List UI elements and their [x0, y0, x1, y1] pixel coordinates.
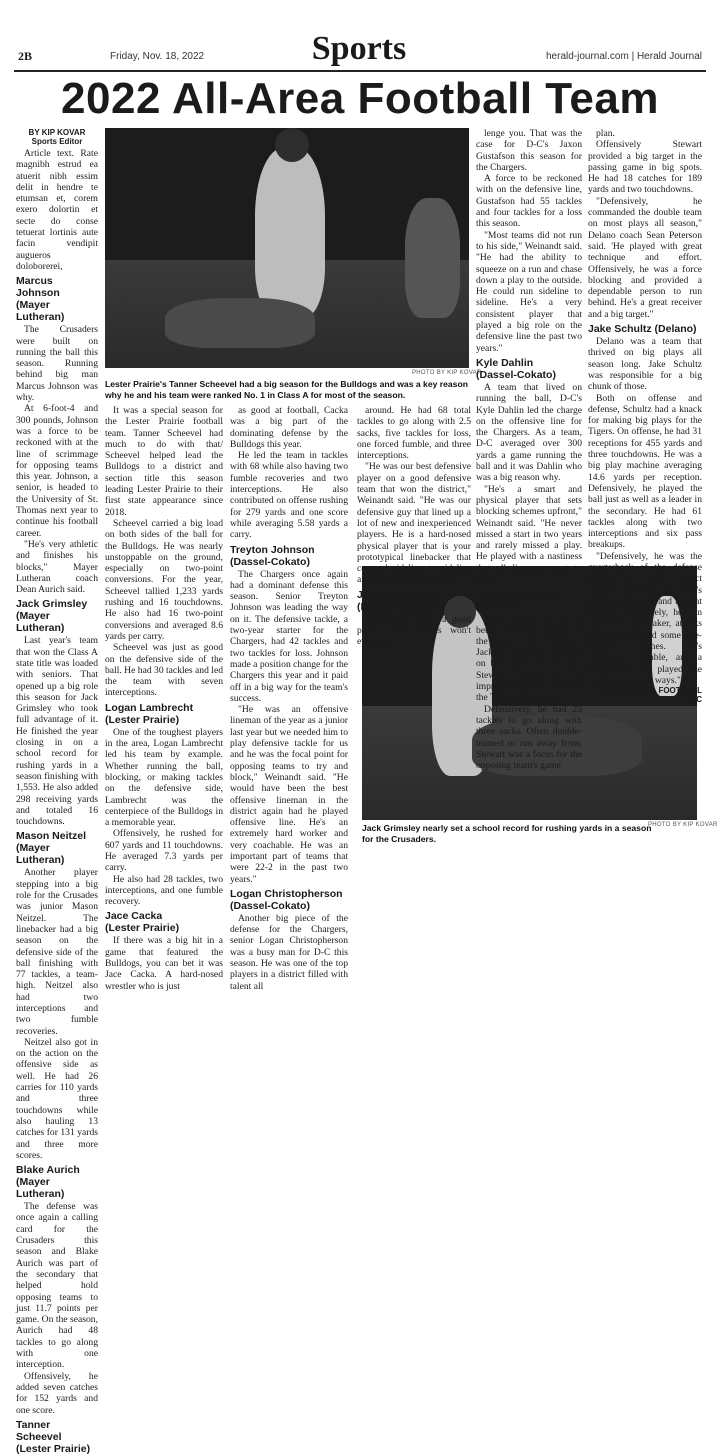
player-heading: Tanner Scheevel (Lester Prairie)	[16, 1418, 91, 1455]
article-paragraph: Another big piece of the defense for the Chargers, senior Logan Christopherson was a busy man for D-C this season. He was one of the top players in a district filled with talent all	[230, 912, 348, 992]
article-paragraph: At 6-foot-4 and 300 pounds, Johnson was a force to be reckoned with at the line of scrimmage for opposing teams this year. Johnson, a senior, is headed to the University of St. Thomas next year to continue his football career.	[16, 403, 98, 539]
article-paragraph: Scheevel carried a big load on both sides of the ball for the Bulldogs. He was nearly unstoppable on the ground, especially on two-point conversions. For the year, Scheevel tallied 1,233 yards rushing and 16 touchdowns. He also had 16 two-point conversions and averaged 8.6 yards per carry.	[105, 517, 223, 642]
bottom-photo-caption: Jack Grimsley nearly set a school record for rushing yards in a season for the Crusaders.	[362, 823, 652, 844]
article-paragraph: Defensively, he had 23 tackles to go along with three sacks. Often double-teamed or run away from, Stewart was a focus for the opposing team's game	[476, 703, 582, 772]
article-paragraph: Both on offense and defense, Schultz had a knack for making big plays for the Tigers. On offense, he had 31 receptions for 455 yards and three touchdowns. He was a big play machine averaging 14.6 yards per reception. Defensively, he played the ball just as well as a leader in the secondary. He had 61 tackles along with two interceptions and six pass breakups.	[588, 392, 702, 551]
article-paragraph: There might not be a better two-way player in the area than Delano's Jackson Stewart. A force on both sides of the ball, Stewart turned in an impressive senior year for the Tigers this season.	[476, 613, 582, 704]
article-paragraph: The defense was once again a calling card for the Crusaders this season and Blake Aurich was part of the secondary that helped hold opposing teams to just 11.7 points per game. On the season, Aurich had 48 tackles to go along with one interception.	[16, 1201, 98, 1371]
masthead	[14, 30, 704, 70]
article-paragraph: "He was an offensive lineman of the year as a junior last year but we needed him to play defensive tackle for us and he was the focal point for opposing teams to try and block," Weinandt said. "He would have been the best offensive lineman in the district again had he played offensive line. He's an extremely hard worker and very coachable. He was an important part of teams that were 22-2 in the past two years."	[230, 704, 348, 885]
top-photo	[105, 128, 469, 368]
article-paragraph: "Most teams did not run to his side," Weinandt said. "He had the ability to squeeze on a run and chase down a play to the outside. He could run sideline to sideline. He's a very consistent player that played a big role on the defensive line the past two years."	[476, 229, 582, 354]
column-6	[588, 128, 702, 704]
player-heading: Logan Christopherson (Dassel-Cokato)	[230, 887, 343, 912]
article-paragraph: The Chargers once again had a dominant defense this season. Senior Treyton Johnson was leading the way on it. The defensive tackle, a two-year starter for the Chargers, had 42 tackles and two tackles for loss. Johnson made a position change for the Chargers this year and it paid off in a big way for the team's success.	[230, 568, 349, 704]
player-heading: Jaxon Gustafson (Dassel-Cokato)	[357, 588, 443, 613]
article-paragraph: One of the toughest players in the area, Logan Lambrecht led his team by example. Whether running the ball, blocking, or making tackles on the defensive side, Lambrecht was the centerpiece of the Bulldogs in a memorable year.	[105, 726, 223, 829]
player-heading: Jack Grimsley (Mayer Lutheran)	[16, 598, 88, 635]
article-paragraph: "He's a smart and physical player that sets blocking schemes upfront," Weinandt said. "He never missed a start in two years and rarely missed a play. He played with a nastiness that all linemen want to have."	[476, 483, 582, 585]
page-number: 2B	[18, 49, 33, 63]
article-paragraph: "He's very athletic and finishes his blocks," Mayer Lutheran coach Dean Aurich said.	[16, 538, 98, 596]
section-title: Sports	[311, 30, 407, 67]
column-1	[16, 128, 98, 1456]
article-paragraph: around. He had 68 total tackles to go along with 2.5 sacks, five tackles for loss, one forced fumble, and three interceptions.	[357, 405, 471, 462]
article-paragraph: "Defensively, he was the quarterback of the defense getting us into correct checks," Petersen said. "He's highly intelligent and a great tackler. Offensively, he's an explosive playmaker, attacks the ball, and had some one-handed catches. He's consistent, reliable, and a competitor. He played the entire game both ways."	[588, 550, 702, 686]
article-paragraph: The Crusaders were built on running the ball this season. Running behind big man Marcus Johnson was why.	[16, 324, 98, 404]
headline: 2022 All-Area Football Team	[61, 74, 659, 123]
player-heading: Treyton Johnson (Dassel-Cokato)	[230, 543, 315, 568]
column-4	[357, 405, 471, 648]
article-paragraph: Scheevel was just as good on the defensive side of the ball. He had 30 tackles and led the team with seven interceptions.	[105, 642, 224, 699]
article-paragraph: Another player stepping into a big role for the Crusades was junior Mason Neitzel. The linebacker had a big season on the defensive side of the ball finishing with 77 tackles, a team-high. Neitzel also had two interceptions and two fumble recoveries.	[16, 867, 98, 1037]
article-paragraph: You know you're a good player when teams won't even chal-	[357, 613, 471, 648]
article-paragraph: He led the team in tackles with 68 while also having two fumble recoveries and two interceptions. He also contributed on offense rushing for 279 yards and one score while averaging 5.58 yards a carry.	[230, 450, 348, 541]
column-3	[230, 405, 348, 992]
column-5	[476, 128, 582, 771]
article-paragraph: Offensively, he added seven catches for 152 yards and one score.	[16, 1370, 98, 1416]
article-paragraph: A team that lived on running the ball, D-C's Kyle Dahlin led the charge on the offensive line for the Chargers. As a team, D-C averaged over 300 yards a game running the ball and it was Dahlin who was a big reason why.	[476, 381, 582, 484]
jump-line: see ALL-AREA FOOTBALL 3C	[600, 686, 702, 705]
player-heading: Kyle Dahlin (Dassel-Cokato)	[476, 356, 556, 381]
top-photo-credit: PHOTO BY KIP KOVAR	[412, 370, 482, 376]
article-paragraph: It was a special season for the Lester Prairie football team. Tanner Scheevel had much to do with that/ Scheevel helped lead the Bulldogs to a district and section title this season leading Lester Prairie to their first state appearance since 2018.	[105, 405, 223, 518]
byline: BY KIP KOVAR	[28, 128, 86, 137]
player-heading: Jace Cacka (Lester Prairie)	[105, 910, 180, 935]
player-heading: Jake Schultz (Delano)	[588, 323, 697, 336]
article-paragraph: He also had 28 tackles, two interceptions, and one fumble recovery.	[105, 873, 223, 908]
article-paragraph: Delano was a team that thrived on big plays all season long. Jake Schultz was responsible for a big chunk of those.	[588, 336, 702, 393]
article-paragraph: as good at football, Cacka was a big part of the dominating defense by the Bulldogs this year.	[230, 405, 348, 450]
article-paragraph: "Defensively, he commanded the double team on most plays all season," Delano coach Sean Peterson said. 'He played with great technique and effort. Offensively, he was a force blocking and provided a dependable person to run behind. He's a great receiver and a big target."	[588, 195, 702, 320]
player-heading: Mason Neitzel (Mayer Lutheran)	[16, 830, 87, 867]
masthead-rule	[14, 70, 706, 72]
player-heading: Blake Aurich (Mayer Lutheran)	[16, 1164, 80, 1201]
article-paragraph: plan.	[596, 128, 615, 139]
article-paragraph: Offensively Stewart provided a big target in the passing game in big spots. He had 18 catches for 189 yards and two touchdowns.	[588, 139, 702, 196]
article-paragraph: If there was a big hit in a game that featured the Bulldogs, you can bet it was Jace Cacka. A hard-nosed wrestler who is just	[105, 935, 223, 992]
byline-title: Sports Editor	[31, 137, 83, 146]
issue-date: Friday, Nov. 18, 2022	[110, 51, 205, 62]
article-paragraph: Last year's team that won the Class A state title was loaded with seniors. That opened up a big role this season for Jack Grimsley who took full advantage of it. He finished the year closing in on a school record for rushing yards in a season finishing with 1,553. He also added 298 receiving yards and totaled 16 touchdowns.	[16, 635, 98, 828]
article-paragraph: Neitzel also got in on the action on the offensive side as well. He had 26 carries for 110 yards and three touchdowns while also hauling 13 catches for 131 yards and three more scores.	[16, 1036, 98, 1161]
player-heading: Logan Lambrecht (Lester Prairie)	[105, 701, 194, 726]
bottom-photo-credit: PHOTO BY KIP KOVAR	[648, 822, 718, 828]
column-2	[105, 405, 223, 992]
article-paragraph: Offensively, he rushed for 607 yards and 11 touchdowns. He averaged 7.3 yards per carry.	[105, 828, 223, 874]
top-photo-caption: Lester Prairie's Tanner Scheevel had a big season for the Bulldogs and was a key reason why he and his team were ranked No. 1 in Class A for most of the season.	[105, 379, 468, 400]
player-heading: Jackson Stewart (Delano)	[476, 588, 559, 613]
article-paragraph: "He was our best defensive player on a good defensive team that won the district," Weinandt said. "He was our defensive guy that lined up a lot of new and inexperienced players. He is a hard-nosed physical player that is your prototypical linebacker that covered sideline to sideline and was in on most plays."	[357, 461, 471, 586]
article-paragraph: A force to be reckoned with on the defensive line, Gustafson had 55 tackles and four tackles for a loss this season.	[476, 173, 582, 230]
player-heading: Marcus Johnson (Mayer Lutheran)	[16, 275, 65, 324]
article-paragraph: lenge you. That was the case for D-C's Jaxon Gustafson this season for the Chargers.	[476, 128, 582, 173]
article-paragraph: Article text. Rate magnibh estrud ea atuerit nibh essim delit in hendre te etumsan et, corem exero dolortin et secte do conse tetuerat lortinis aute facin vendipit augueros doloborerei,	[16, 148, 98, 272]
site-name: herald-journal.com | Herald Journal	[545, 51, 702, 62]
